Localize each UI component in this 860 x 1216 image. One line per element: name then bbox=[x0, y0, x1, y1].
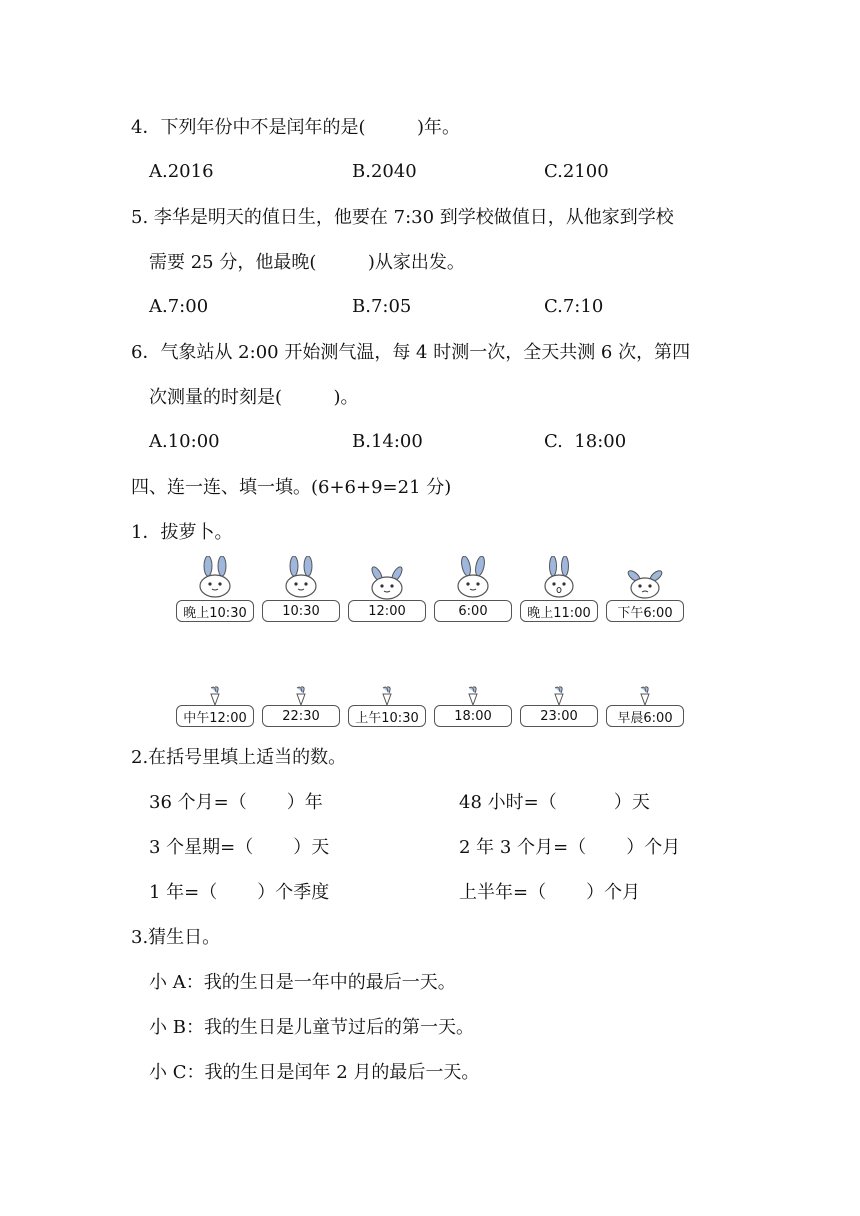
q5-option-a: A.7:00 bbox=[149, 296, 209, 317]
carrot-time-label: 早晨6:00 bbox=[606, 705, 684, 727]
carrot-icon bbox=[378, 686, 396, 706]
question-6-stem-line1: 6．气象站从 2:00 开始测气温，每 4 时测一次，全天共测 6 次，第四 bbox=[131, 342, 691, 363]
q5-option-b: B.7:05 bbox=[352, 296, 412, 317]
q6-option-c: C. 18:00 bbox=[544, 431, 627, 452]
q5-option-c: C.7:10 bbox=[544, 296, 604, 317]
carrot-icon bbox=[464, 686, 482, 706]
carrot-icon bbox=[206, 686, 224, 706]
q4-option-b: B.2040 bbox=[352, 161, 417, 182]
q6-option-a: A.10:00 bbox=[149, 431, 220, 452]
bunny-icon bbox=[540, 556, 578, 598]
carrot-time-label: 18:00 bbox=[434, 705, 512, 727]
carrot-time-label: 23:00 bbox=[520, 705, 598, 727]
birthday-clue: 小 A：我的生日是一年中的最后一天。 bbox=[149, 972, 456, 993]
carrot-time-label: 上午10:30 bbox=[348, 705, 426, 727]
bunny-icon bbox=[196, 556, 234, 598]
question-4-stem: 4．下列年份中不是闰年的是( )年。 bbox=[131, 117, 460, 138]
birthday-clue: 小 C：我的生日是闰年 2 月的最后一天。 bbox=[149, 1062, 480, 1083]
bunny-time-label: 下午6:00 bbox=[606, 600, 684, 622]
bunny-icon bbox=[368, 560, 406, 600]
part-2-title: 2.在括号里填上适当的数。 bbox=[131, 747, 347, 768]
bunny-icon bbox=[282, 556, 320, 598]
bunny-time-label: 晚上11:00 bbox=[520, 600, 598, 622]
question-5-stem-line2: 需要 25 分，他最晚( )从家出发。 bbox=[149, 252, 465, 273]
fill-blank-item[interactable]: 48 小时=（ ）天 bbox=[459, 792, 650, 813]
carrot-icon bbox=[636, 686, 654, 706]
part-3-title: 3.猜生日。 bbox=[131, 927, 221, 948]
carrot-time-label: 中午12:00 bbox=[176, 705, 254, 727]
section-4-title: 四、连一连、填一填。(6+6+9=21 分) bbox=[131, 477, 452, 498]
fill-blank-item[interactable]: 36 个月=（ ）年 bbox=[149, 792, 323, 813]
birthday-clue: 小 B：我的生日是儿童节过后的第一天。 bbox=[149, 1017, 474, 1038]
carrot-icon bbox=[550, 686, 568, 706]
q4-option-a: A.2016 bbox=[149, 161, 214, 182]
question-6-stem-line2: 次测量的时刻是( )。 bbox=[149, 387, 359, 408]
fill-blank-item[interactable]: 1 年=（ ）个季度 bbox=[149, 882, 330, 903]
bunny-icon bbox=[454, 556, 492, 598]
carrot-time-label: 22:30 bbox=[262, 705, 340, 727]
part-1-title: 1．拔萝卜。 bbox=[131, 522, 233, 543]
q4-option-c: C.2100 bbox=[544, 161, 609, 182]
fill-blank-item[interactable]: 3 个星期=（ ）天 bbox=[149, 837, 330, 858]
bunny-time-label: 12:00 bbox=[348, 600, 426, 622]
bunny-time-label: 6:00 bbox=[434, 600, 512, 622]
carrot-icon bbox=[292, 686, 310, 706]
fill-blank-item[interactable]: 2 年 3 个月=（ ）个月 bbox=[459, 837, 681, 858]
bunny-row bbox=[176, 556, 684, 626]
q6-option-b: B.14:00 bbox=[352, 431, 423, 452]
fill-blank-item[interactable]: 上半年=（ ）个月 bbox=[459, 882, 641, 903]
bunny-time-label: 晚上10:30 bbox=[176, 600, 254, 622]
bunny-time-label: 10:30 bbox=[262, 600, 340, 622]
bunny-icon bbox=[626, 564, 664, 600]
question-5-stem-line1: 5. 李华是明天的值日生，他要在 7:30 到学校做值日，从他家到学校 bbox=[131, 207, 674, 228]
